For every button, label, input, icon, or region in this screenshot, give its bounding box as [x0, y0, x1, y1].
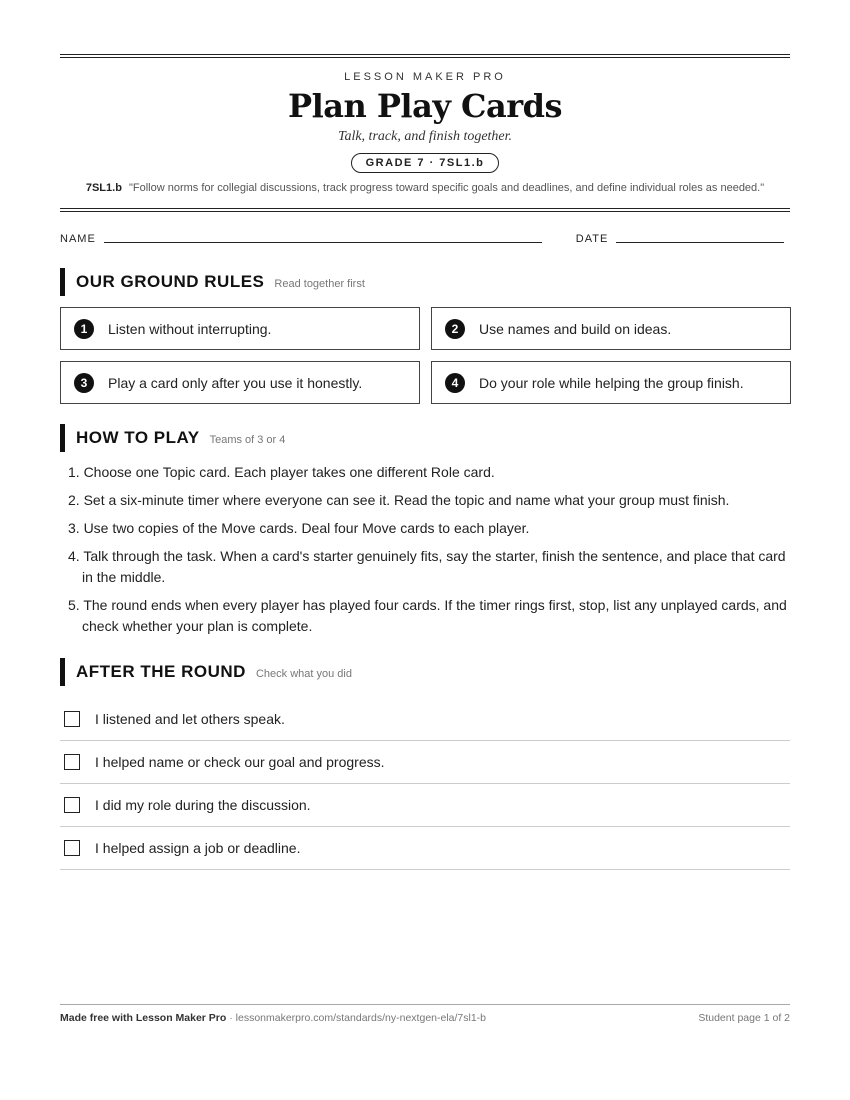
worksheet-page	[60, 0, 790, 870]
ground-rule-card	[60, 307, 420, 350]
section-title: HOW TO PLAY	[76, 428, 200, 447]
page-title: Plan Play Cards	[288, 87, 562, 125]
rule-number: 2	[445, 319, 465, 339]
checkbox[interactable]	[64, 754, 80, 770]
standard-text: "Follow norms for collegial discussions, track progress toward specific goals and deadlines, and define individual roles as needed."	[128, 182, 765, 194]
standard-code: 7SL1.b	[85, 182, 122, 194]
check-text: I helped assign a job or deadline.	[95, 840, 301, 856]
section-subtitle: Check what you did	[255, 668, 352, 680]
self-check-item	[60, 827, 790, 870]
header-divider	[60, 208, 790, 212]
checkbox[interactable]	[64, 711, 80, 727]
grade-badge: GRADE 7 · 7SL1.b	[351, 153, 500, 173]
footer-made: Made free with Lesson Maker Pro	[60, 1012, 227, 1024]
section-subtitle: Teams of 3 or 4	[209, 434, 286, 446]
self-check-item	[60, 741, 790, 784]
brand-name: LESSON MAKER PRO	[344, 71, 506, 83]
step-item: 1. Choose one Topic card. Each player takes one different Role card.	[68, 464, 495, 480]
page-subtitle: Talk, track, and finish together.	[337, 129, 513, 144]
footer-credit	[60, 1012, 486, 1024]
page-footer	[60, 1004, 790, 1024]
rule-text: Listen without interrupting.	[108, 320, 272, 337]
name-field[interactable]	[104, 242, 542, 243]
date-label: DATE	[575, 233, 609, 245]
rule-number: 3	[74, 373, 94, 393]
step-item: 4. Talk through the task. When a card's starter genuinely fits, say the starter, finish the sentence, and place that card in the middle.	[68, 548, 786, 585]
after-round-heading	[60, 658, 790, 686]
name-date-row	[60, 226, 790, 246]
how-to-play-steps	[60, 462, 790, 637]
step-item: 5. The round ends when every player has played four cards. If the timer rings first, stop, list any unplayed cards, and check whether your plan is complete.	[68, 597, 787, 634]
rule-number: 4	[445, 373, 465, 393]
footer-url[interactable]: · lessonmakerpro.com/standards/ny-nextgen-ela/7sl1-b	[226, 1012, 487, 1024]
check-text: I listened and let others speak.	[95, 711, 285, 727]
check-text: I helped name or check our goal and progress.	[95, 754, 385, 770]
top-divider	[60, 54, 790, 58]
section-title: AFTER THE ROUND	[76, 662, 246, 681]
standard-statement	[70, 180, 780, 196]
name-label: NAME	[60, 233, 96, 245]
ground-rule-card	[60, 361, 420, 404]
checkbox[interactable]	[64, 797, 80, 813]
step-item: 3. Use two copies of the Move cards. Deal four Move cards to each player.	[68, 520, 530, 536]
how-to-play-heading	[60, 424, 790, 452]
ground-rules-heading	[60, 268, 790, 296]
rule-text: Use names and build on ideas.	[479, 320, 672, 337]
rule-text: Play a card only after you use it honestly.	[108, 374, 363, 391]
ground-rule-card	[431, 361, 791, 404]
footer-page-number: Student page 1 of 2	[698, 1012, 790, 1024]
self-check-item	[60, 784, 790, 827]
section-subtitle: Read together first	[274, 278, 365, 290]
section-title: OUR GROUND RULES	[76, 272, 265, 291]
check-text: I did my role during the discussion.	[95, 797, 311, 813]
date-field[interactable]	[616, 242, 784, 243]
rule-text: Do your role while helping the group finish.	[479, 374, 744, 391]
ground-rules-grid	[60, 307, 790, 404]
step-item: 2. Set a six-minute timer where everyone can see it. Read the topic and name what your group must finish.	[68, 492, 730, 508]
ground-rule-card	[431, 307, 791, 350]
self-check-item	[60, 698, 790, 741]
rule-number: 1	[74, 319, 94, 339]
checkbox[interactable]	[64, 840, 80, 856]
self-check-list	[60, 698, 790, 870]
